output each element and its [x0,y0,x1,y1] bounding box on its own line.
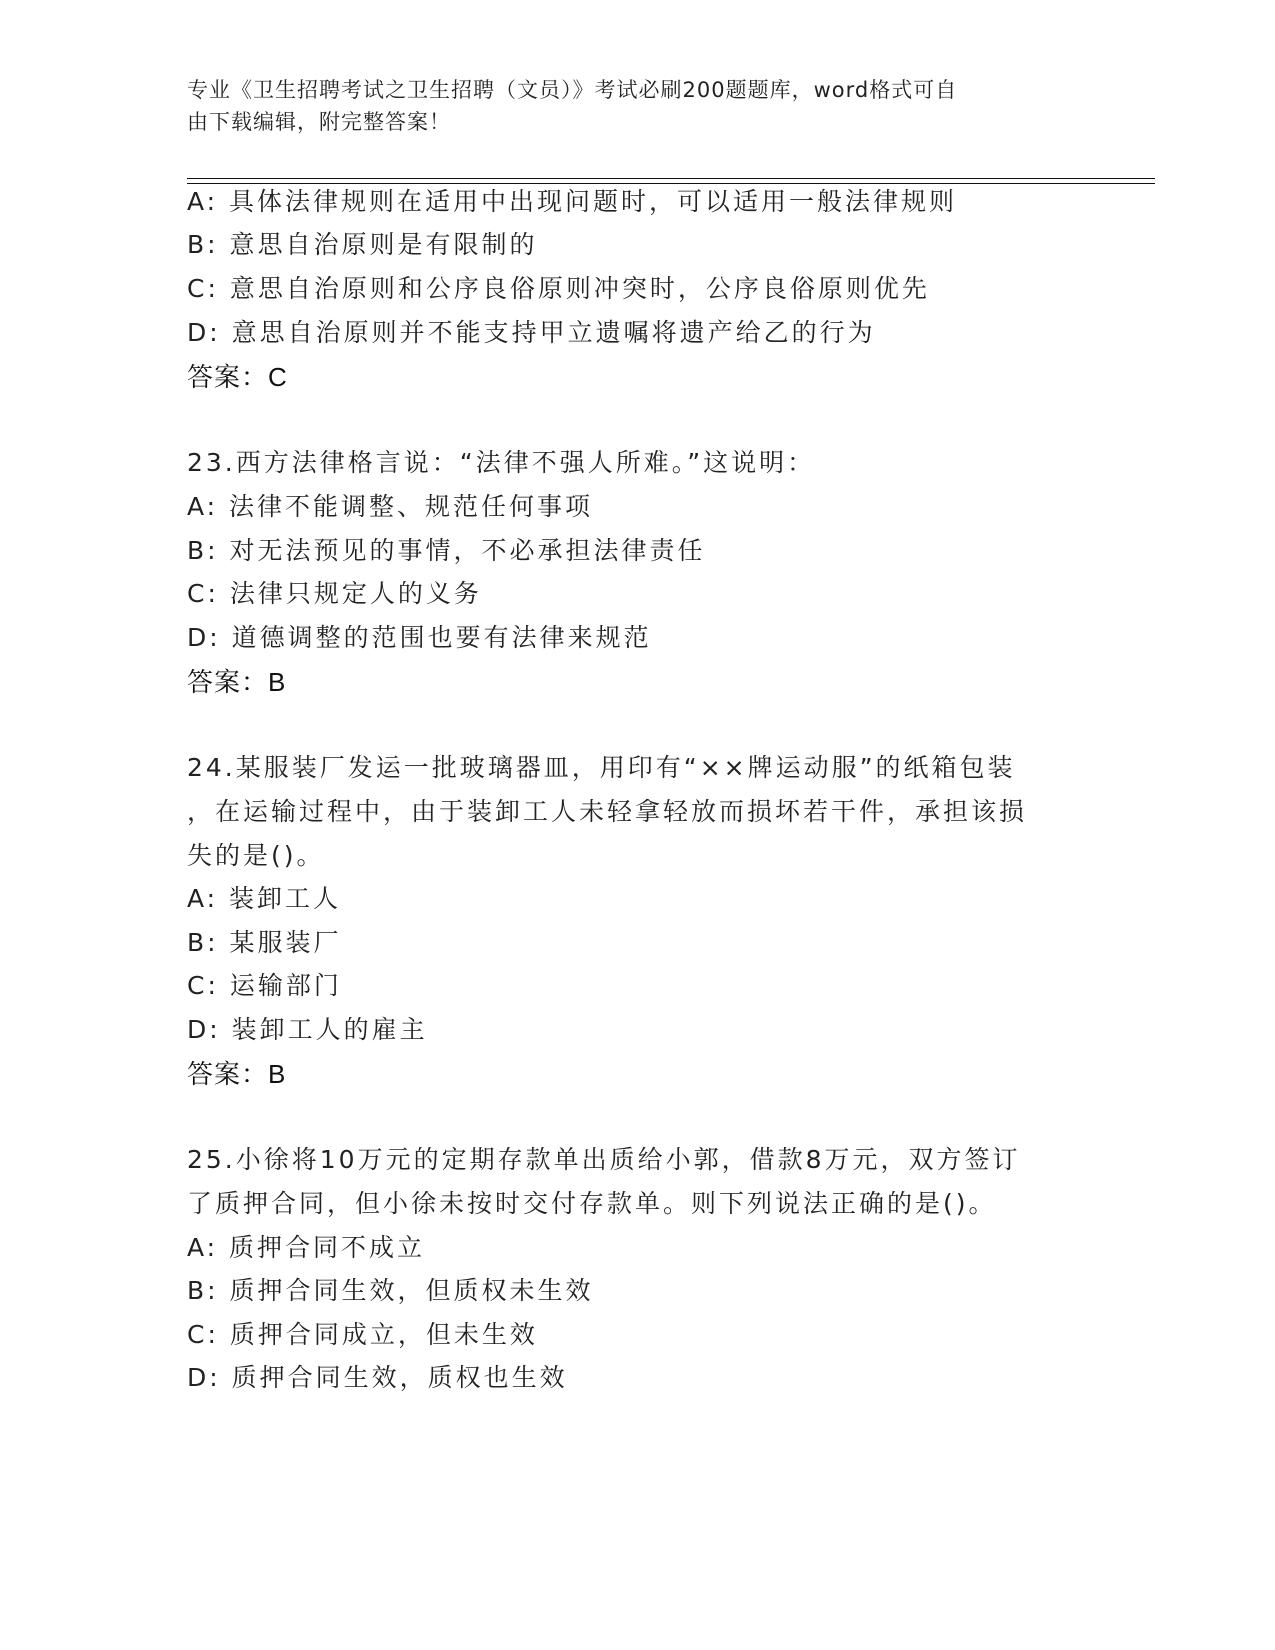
header-line-1: 专业《卫生招聘考试之卫生招聘（文员）》考试必刷200题题库，word格式可自 [187,78,958,102]
header-line-2: 由下载编辑，附完整答案！ [187,110,451,134]
header-divider-top [187,178,1155,179]
q25-option-a: A: 质押合同不成立 [187,1233,426,1262]
q24-option-b: B: 某服装厂 [187,928,342,957]
q24-option-a: A: 装卸工人 [187,884,342,913]
q23-option-c: C: 法律只规定人的义务 [187,579,482,608]
q22-option-b: B: 意思自治原则是有限制的 [187,230,538,259]
q25-question-line-2: 了质押合同，但小徐未按时交付存款单。则下列说法正确的是()。 [187,1189,997,1218]
q22-option-d: D: 意思自治原则并不能支持甲立遗嘱将遗产给乙的行为 [187,318,876,347]
q25-option-c: C: 质押合同成立，但未生效 [187,1320,538,1349]
q22-answer: 答案：C [187,362,288,392]
q23-question: 23.西方法律格言说：“法律不强人所难。”这说明： [187,448,816,477]
q22-option-c: C: 意思自治原则和公序良俗原则冲突时，公序良俗原则优先 [187,274,930,303]
q24-question-line-3: 失的是()。 [187,841,325,870]
q24-option-d: D: 装卸工人的雇主 [187,1015,428,1044]
q25-question-line-1: 25.小徐将10万元的定期存款单出质给小郭，借款8万元，双方签订 [187,1145,1021,1174]
q25-option-b: B: 质押合同生效，但质权未生效 [187,1276,594,1305]
q24-answer: 答案：B [187,1059,287,1089]
header-divider-bottom [187,183,1155,184]
document-header [187,74,1067,138]
q22-option-a: A: 具体法律规则在适用中出现问题时，可以适用一般法律规则 [187,187,958,216]
q23-option-a: A: 法律不能调整、规范任何事项 [187,492,594,521]
q24-question-line-2: ，在运输过程中，由于装卸工人未轻拿轻放而损坏若干件，承担该损 [187,797,1028,826]
q23-option-d: D: 道德调整的范围也要有法律来规范 [187,623,652,652]
q25-option-d: D: 质押合同生效，质权也生效 [187,1363,568,1392]
q23-answer: 答案：B [187,667,287,697]
q24-option-c: C: 运输部门 [187,971,342,1000]
q23-option-b: B: 对无法预见的事情，不必承担法律责任 [187,536,706,565]
q24-question-line-1: 24.某服装厂发运一批玻璃器皿，用印有“××牌运动服”的纸箱包装 [187,753,1016,782]
